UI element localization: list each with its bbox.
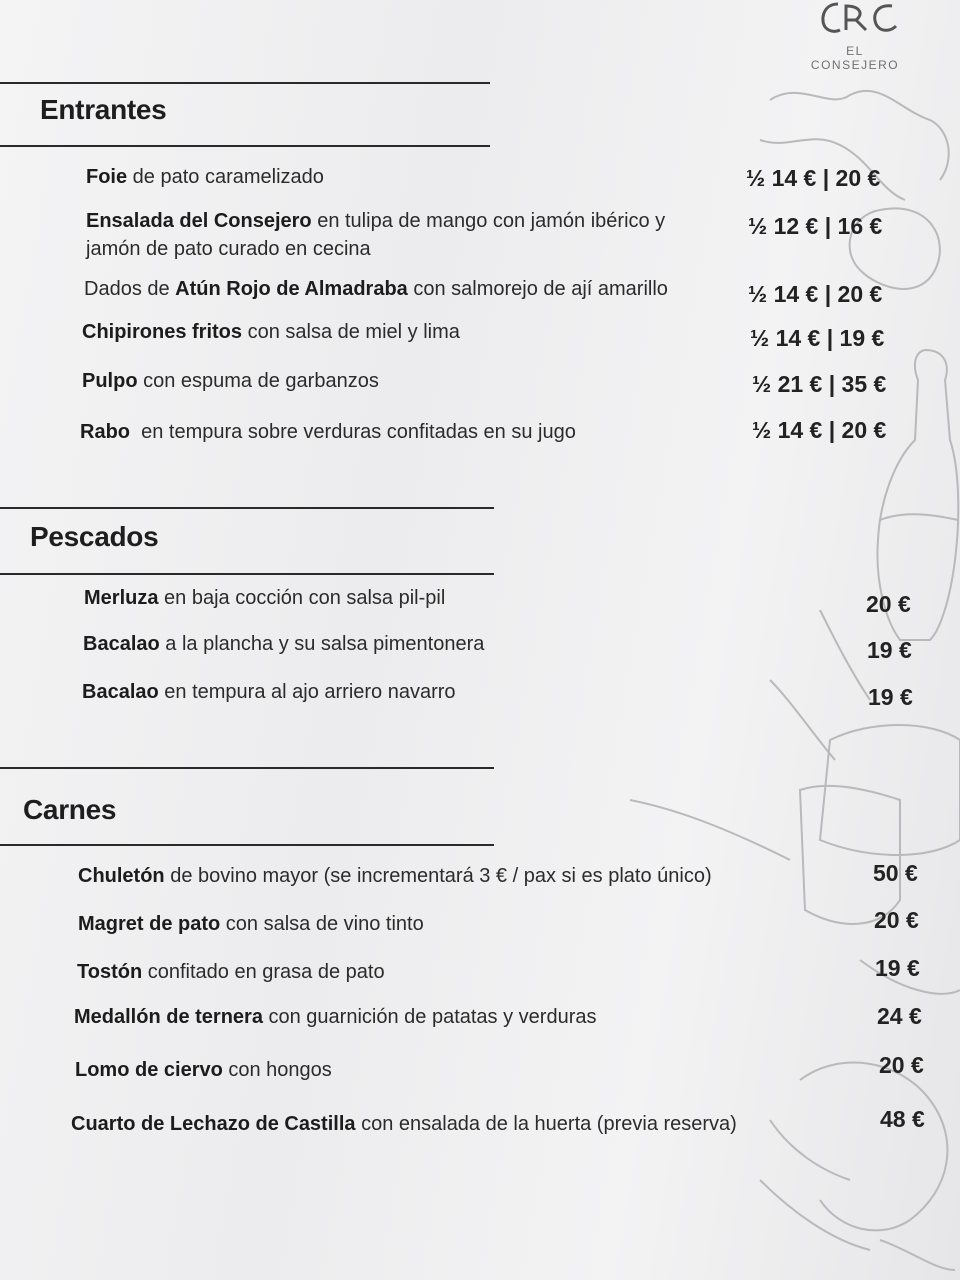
menu-item: [86, 207, 706, 263]
menu-item: [78, 862, 798, 890]
dish-name: Cuarto de Lechazo de Castilla: [71, 1113, 356, 1135]
dish-description: con salmorejo de ají amarillo: [407, 278, 668, 300]
menu-item: [77, 958, 717, 986]
dish-name: Bacalao: [82, 681, 159, 703]
section-heading-pescados: Pescados: [30, 521, 159, 552]
section-divider-top: [0, 767, 494, 769]
section-divider-bottom: [0, 145, 490, 147]
dish-name: Medallón de ternera: [74, 1006, 263, 1028]
restaurant-name: EL CONSEJERO: [810, 44, 900, 72]
dish-name: Pulpo: [82, 370, 138, 392]
dish-description: en tulipa de mango con jamón ibérico y jamón de pato curado en cecina: [86, 210, 666, 260]
menu-item: [78, 910, 718, 938]
restaurant-logo: [800, 0, 910, 72]
section-heading-carnes: Carnes: [23, 794, 117, 825]
dish-description: confitado en grasa de pato: [142, 961, 385, 983]
dish-price: 50 €: [873, 860, 918, 886]
section-divider-top: [0, 507, 494, 509]
dish-description: en tempura sobre verduras confitadas en su jugo: [130, 421, 576, 443]
dish-prefix: Dados de: [84, 278, 176, 300]
dish-description: con salsa de vino tinto: [220, 913, 424, 935]
menu-item: [83, 630, 723, 658]
dish-price: 19 €: [875, 955, 920, 981]
dish-price: 19 €: [867, 637, 912, 663]
dish-price: ½ 12 € | 16 €: [748, 213, 883, 239]
menu-item: [80, 418, 720, 446]
menu-item: [75, 1056, 715, 1084]
dish-name: Ensalada del Consejero: [86, 210, 312, 232]
dish-price: ½ 14 € | 20 €: [746, 165, 881, 191]
dish-description: en tempura al ajo arriero navarro: [158, 681, 456, 703]
dish-description: con salsa de miel y lima: [242, 321, 460, 343]
dish-name: Bacalao: [83, 633, 160, 655]
dish-description: con espuma de garbanzos: [137, 370, 379, 392]
dish-price: 20 €: [866, 591, 911, 617]
dish-name: Chipirones fritos: [82, 321, 243, 343]
dish-description: con hongos: [222, 1059, 332, 1081]
menu-item: [84, 584, 724, 612]
section-heading-entrantes: Entrantes: [40, 94, 167, 125]
dish-description: a la plancha y su salsa pimentonera: [159, 633, 485, 655]
dish-price: 19 €: [868, 684, 913, 710]
dish-name: Atún Rojo de Almadraba: [175, 278, 408, 300]
dish-price: ½ 14 € | 19 €: [750, 325, 885, 351]
dish-price: ½ 21 € | 35 €: [752, 371, 887, 397]
menu-item: [74, 1003, 774, 1031]
dish-price: 20 €: [879, 1052, 924, 1078]
menu-item: [82, 318, 722, 346]
dish-description: de bovino mayor (se incrementará 3 € / pax si es plato único): [164, 865, 712, 887]
menu-item: [71, 1110, 831, 1138]
dish-name: Lomo de ciervo: [75, 1059, 223, 1081]
dish-name: Chuletón: [78, 865, 165, 887]
dish-price: ½ 14 € | 20 €: [748, 281, 883, 307]
logo-mark-icon: [812, 0, 898, 36]
dish-price: 20 €: [874, 907, 919, 933]
dish-description: con guarnición de patatas y verduras: [262, 1006, 597, 1028]
menu-item: [86, 163, 726, 191]
dish-name: Tostón: [77, 961, 143, 983]
dish-name: Rabo: [80, 421, 130, 443]
dish-description: en baja cocción con salsa pil-pil: [158, 587, 446, 609]
dish-name: Magret de pato: [78, 913, 221, 935]
menu-item: [82, 678, 722, 706]
section-divider-bottom: [0, 844, 494, 846]
dish-name: Foie: [86, 166, 128, 188]
menu-item: [82, 367, 722, 395]
dish-price: 48 €: [880, 1106, 925, 1132]
section-divider-top: [0, 82, 490, 84]
dish-description: de pato caramelizado: [127, 166, 324, 188]
dish-description: con ensalada de la huerta (previa reserva): [355, 1113, 737, 1135]
menu-item: [84, 275, 744, 303]
dish-price: 24 €: [877, 1003, 922, 1029]
section-divider-bottom: [0, 573, 494, 575]
dish-price: ½ 14 € | 20 €: [752, 417, 887, 443]
dish-name: Merluza: [84, 587, 159, 609]
